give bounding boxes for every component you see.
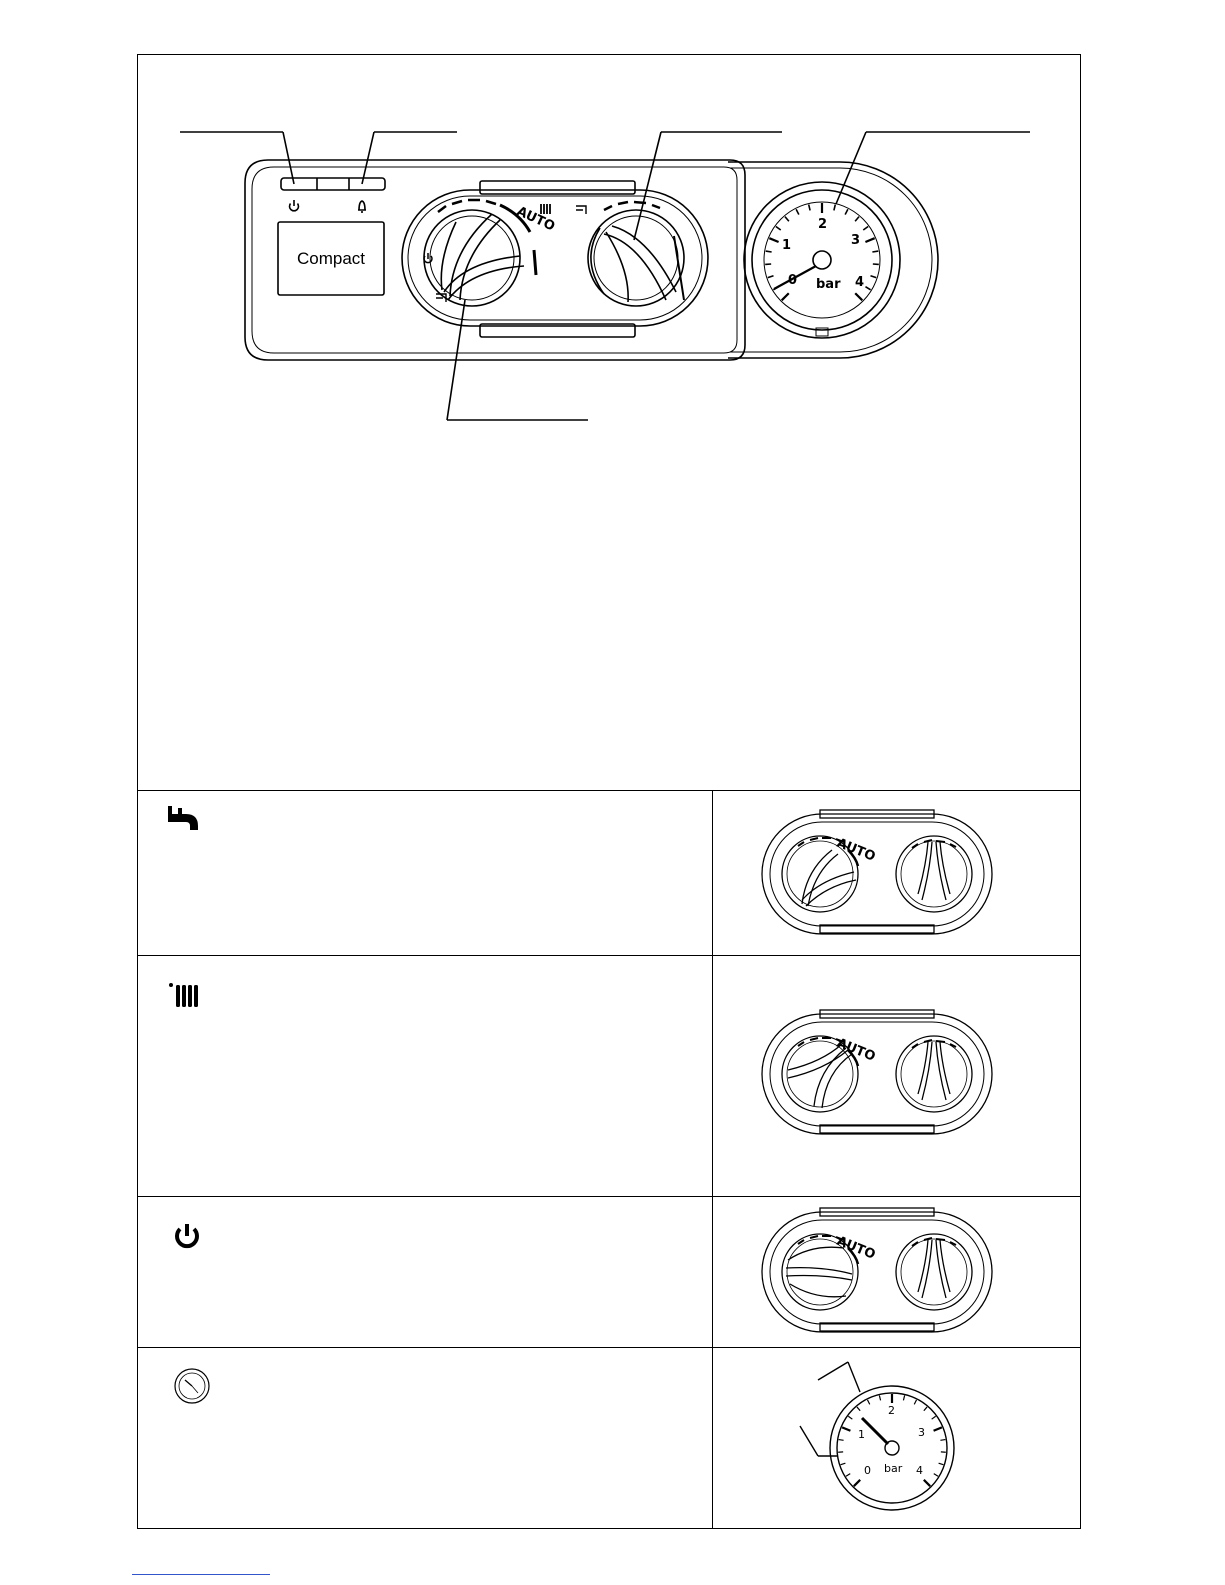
gauge-tick <box>768 276 774 278</box>
dhw-knob <box>588 202 684 306</box>
detail-scale-2: 2 <box>888 1404 895 1417</box>
divider-row-3 <box>137 1196 1081 1197</box>
callout-dhw-knob <box>634 132 782 240</box>
gauge-tick <box>854 1480 860 1486</box>
divider-row-4 <box>137 1347 1081 1348</box>
gauge-tick <box>924 1407 927 1411</box>
gauge-tick <box>769 238 778 242</box>
gauge-tick <box>939 1463 944 1465</box>
led-strip <box>281 178 385 190</box>
thumb-auto-label-2: AUTO <box>834 1035 878 1065</box>
radiator-symbol-icon <box>541 204 550 214</box>
divider-row-1 <box>137 790 1081 791</box>
gauge-scale-4: 4 <box>855 275 865 290</box>
detail-scale-4: 4 <box>916 1464 923 1477</box>
gauge-tick <box>872 251 878 252</box>
callout-alarm-led <box>362 132 457 184</box>
gauge-tick <box>865 287 870 290</box>
detail-gauge-unit: bar <box>884 1462 903 1475</box>
gauge-tick <box>934 1427 942 1430</box>
gauge-tick <box>932 1416 936 1419</box>
gauge-tick <box>924 1480 930 1486</box>
pressure-gauge-icon <box>172 1366 212 1406</box>
power-icon <box>173 1222 203 1252</box>
gauge-tick <box>848 1416 852 1419</box>
gauge-tick <box>863 226 868 230</box>
gauge-unit: bar <box>816 277 841 292</box>
gauge-tick <box>903 1395 904 1400</box>
gauge-scale-1: 1 <box>782 238 792 253</box>
gauge-scale-3: 3 <box>851 233 861 248</box>
display-label: Compact <box>296 249 366 268</box>
detail-scale-1: 1 <box>858 1428 865 1441</box>
gauge-tick <box>940 1440 945 1441</box>
gauge-tick <box>879 1395 880 1400</box>
thumb-auto-label-3: AUTO <box>834 1233 878 1263</box>
knob-bezel <box>402 190 708 326</box>
gauge-tick <box>796 209 799 214</box>
power-led-icon <box>290 200 299 211</box>
gauge-tick <box>785 217 789 222</box>
gauge-tick <box>841 1463 846 1465</box>
callout-pressure-gauge <box>836 132 1030 204</box>
gauge-tick <box>766 251 772 252</box>
panel-thumbnail-hot-water <box>762 810 1002 940</box>
divider-row-2 <box>137 955 1081 956</box>
gauge-tick <box>855 217 859 222</box>
gauge-scale-2: 2 <box>818 217 828 232</box>
gauge-tick <box>914 1400 916 1404</box>
gauge-tick <box>845 209 848 214</box>
panel-thumbnail-heating <box>762 1010 1002 1140</box>
radiator-icon <box>168 981 208 1011</box>
gauge-tick <box>834 205 835 211</box>
tap-icon <box>166 804 206 834</box>
gauge-tick <box>865 238 874 242</box>
gauge-tick <box>857 1407 860 1411</box>
gauge-tick <box>867 1400 869 1404</box>
gauge-tick <box>934 1474 938 1477</box>
gauge-tick <box>782 293 789 300</box>
gauge-tick <box>839 1440 844 1441</box>
detail-scale-0: 0 <box>864 1464 871 1477</box>
gauge-tick <box>855 293 862 300</box>
panel-thumbnail-off <box>762 1208 1002 1338</box>
gauge-tick <box>776 226 781 230</box>
callout-power-led <box>180 132 294 184</box>
gauge-tick <box>871 276 877 278</box>
gauge-tick <box>846 1474 850 1477</box>
footer-link[interactable] <box>132 1574 270 1575</box>
power-symbol-icon <box>424 253 432 263</box>
auto-label: AUTO <box>514 204 558 235</box>
alarm-led-icon <box>358 201 366 212</box>
thumb-auto-label-1: AUTO <box>834 835 878 865</box>
column-divider <box>712 790 713 1529</box>
gauge-scale-0: 0 <box>788 273 798 288</box>
detail-scale-3: 3 <box>918 1426 925 1439</box>
pressure-gauge-detail <box>800 1358 1020 1508</box>
control-panel-illustration <box>0 0 1225 440</box>
dhw-tap-symbol-icon <box>576 206 586 214</box>
gauge-tick <box>809 205 810 211</box>
gauge-tick <box>842 1427 850 1430</box>
